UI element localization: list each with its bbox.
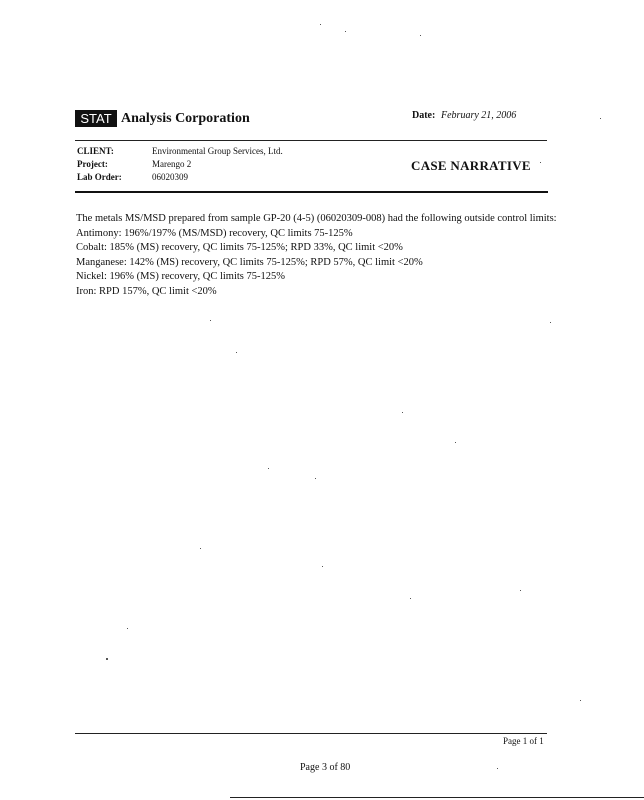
narrative-line: Nickel: 196% (MS) recovery, QC limits 75-125%	[76, 271, 285, 282]
lab-order-value: 06020309	[152, 172, 188, 182]
narrative-line: Manganese: 142% (MS) recovery, QC limits 75-125%; RPD 57%, QC limit <20%	[76, 256, 423, 268]
footer-divider	[75, 733, 547, 734]
narrative-intro: The metals MS/MSD prepared from sample GP-20 (4-5) (06020309-008) had the following outside control limits:	[76, 213, 557, 224]
lab-order-label: Lab Order:	[77, 172, 122, 182]
date-label: Date:	[412, 110, 436, 121]
project-value: Marengo 2	[152, 159, 192, 169]
company-name: Analysis Corporation	[121, 111, 250, 126]
page-number: Page 3 of 80	[300, 762, 351, 773]
narrative-body	[76, 212, 571, 299]
date-value: February 21, 2006	[441, 110, 517, 121]
client-value: Environmental Group Services, Ltd.	[152, 146, 283, 156]
bottom-edge-line	[230, 797, 644, 798]
company-logo: STAT	[75, 110, 117, 127]
client-label: CLIENT:	[77, 146, 114, 156]
title-divider	[75, 191, 548, 193]
project-label: Project:	[77, 159, 108, 169]
page-of-label: Page 1 of 1	[503, 736, 544, 746]
page-title: CASE NARRATIVE	[411, 158, 531, 173]
narrative-line: Cobalt: 185% (MS) recovery, QC limits 75-125%; RPD 33%, QC limit <20%	[76, 242, 403, 253]
header-divider	[75, 140, 547, 141]
narrative-line: Iron: RPD 157%, QC limit <20%	[76, 285, 217, 297]
narrative-line: Antimony: 196%/197% (MS/MSD) recovery, QC limits 75-125%	[76, 227, 353, 239]
